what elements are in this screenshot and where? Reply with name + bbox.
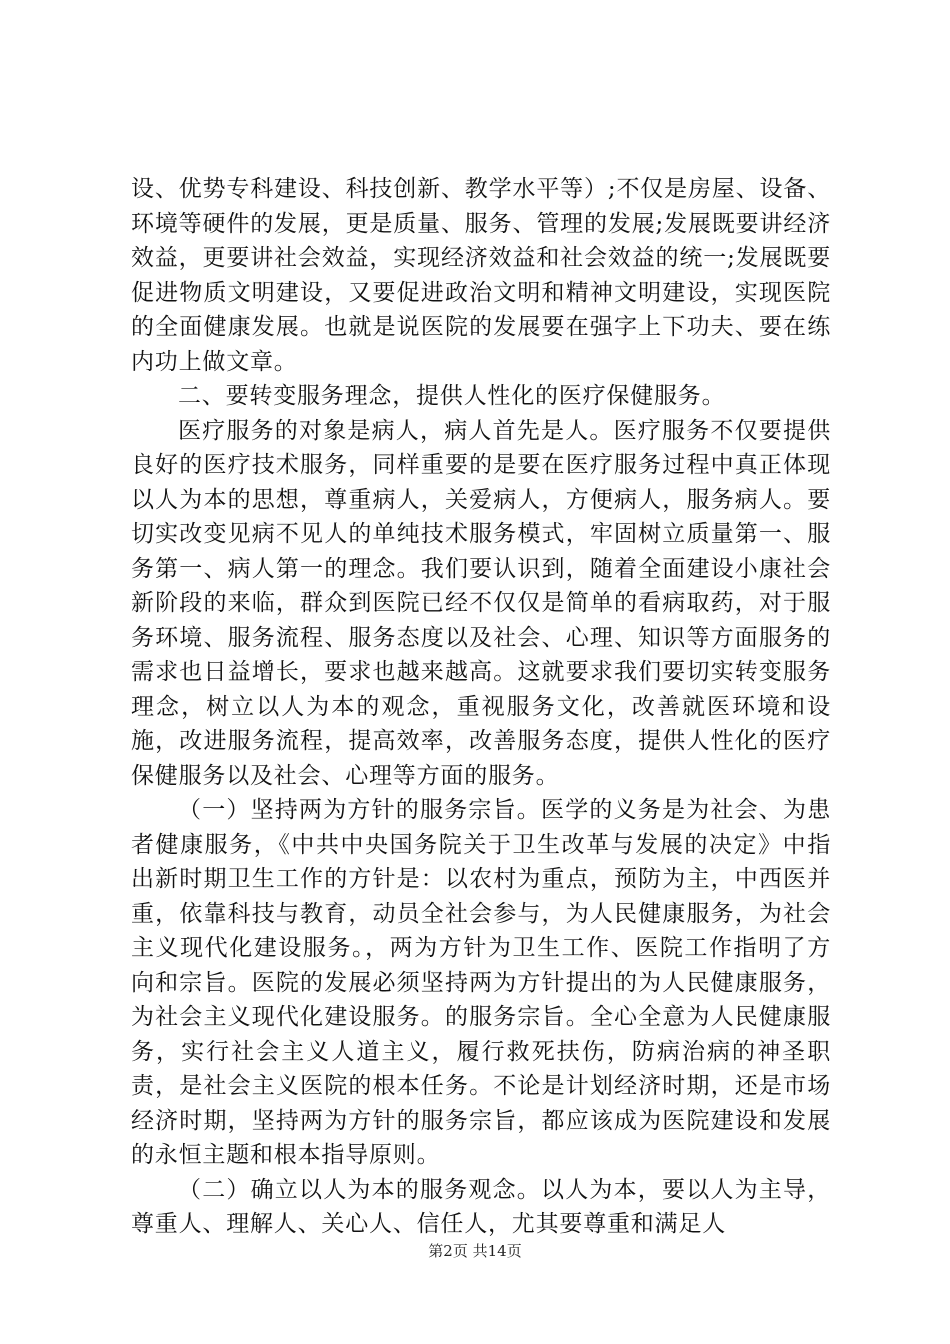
page-footer: 第2页 共14页 (428, 1242, 522, 1260)
document-body (131, 172, 831, 1242)
paragraph-service-concept: 医疗服务的对象是病人，病人首先是人。医疗服务不仅要提供良好的医疗技术服务，同样重要的是要在医疗服务过程中真正体现以人为本的思想，尊重病人，关爱病人，方便病人，服务病人。要切实改变见病不见人的单纯技术服务模式，牢固树立质量第一、服务第一、病人第一的理念。我们要认识到，随着全面建设小康社会新阶段的来临，群众到医院已经不仅仅是简单的看病取药，对于服务环境、服务流程、服务态度以及社会、心理、知识等方面服务的需求也日益增长，要求也越来越高。这就要求我们要切实转变服务理念，树立以人为本的观念，重视服务文化，改善就医环境和设施，改进服务流程，提高效率，改善服务态度，提供人性化的医疗保健服务以及社会、心理等方面的服务。 (131, 417, 831, 789)
paragraph-subsection-one: （一）坚持两为方针的服务宗旨。医学的义务是为社会、为患者健康服务，《中共中央国务院关于卫生改革与发展的决定》中指出新时期卫生工作的方针是：以农村为重点，预防为主，中西医并重，依靠科技与教育，动员全社会参与，为人民健康服务，为社会主义现代化建设服务。，两为方针为卫生工作、医院工作指明了方向和宗旨。医院的发展必须坚持两为方针提出的为人民健康服务，为社会主义现代化建设服务。的服务宗旨。全心全意为人民健康服务，实行社会主义人道主义，履行救死扶伤，防病治病的神圣职责，是社会主义医院的根本任务。不论是计划经济时期，还是市场经济时期，坚持两为方针的服务宗旨，都应该成为医院建设和发展的永恒主题和根本指导原则。 (131, 797, 831, 1168)
paragraph-subsection-two: （二）确立以人为本的服务观念。以人为本，要以人为主导，尊重人、理解人、关心人、信任人，尤其要尊重和满足人 (131, 1176, 831, 1237)
paragraph-continuation: 设、优势专科建设、科技创新、教学水平等）;不仅是房屋、设备、环境等硬件的发展，更是质量、服务、管理的发展;发展既要讲经济效益，更要讲社会效益，实现经济效益和社会效益的统一;发展既要促进物质文明建设，又要促进政治文明和精神文明建设，实现医院的全面健康发展。也就是说医院的发展要在强字上下功夫、要在练内功上做文章。 (131, 176, 831, 375)
section-heading: 二、要转变服务理念，提供人性化的医疗保健服务。 (178, 383, 726, 409)
